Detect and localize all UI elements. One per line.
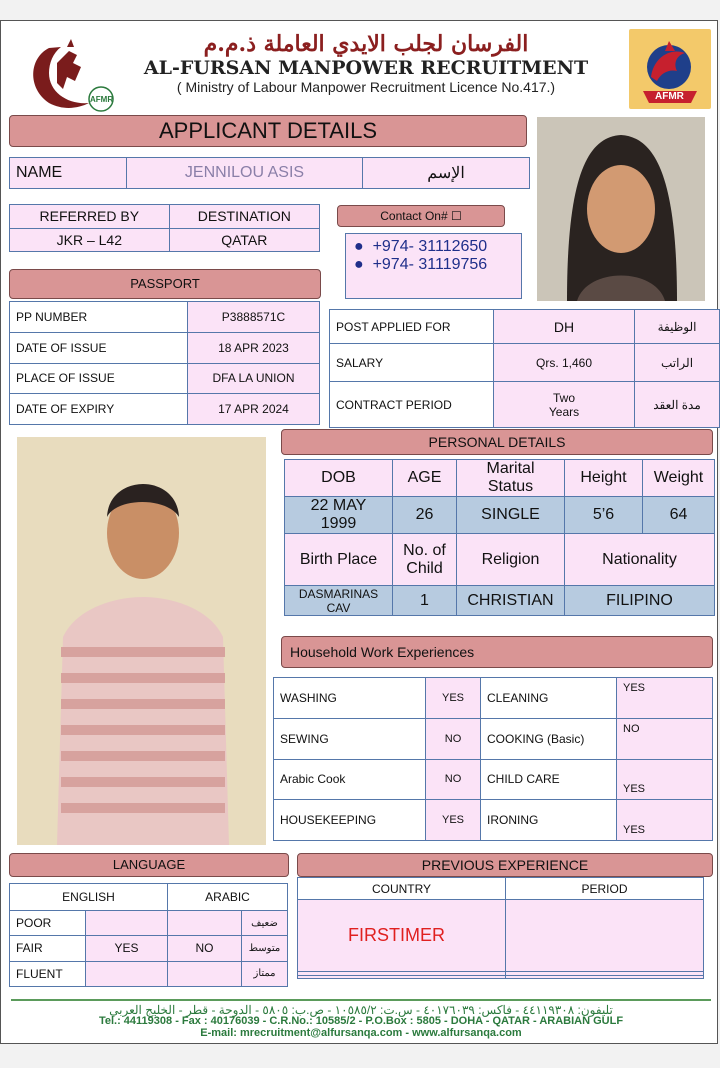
personal-details-title: PERSONAL DETAILS (281, 429, 713, 455)
personal-header: Marital Status (457, 460, 565, 497)
personal-header: DOB (285, 460, 393, 497)
passport-row-value: DFA LA UNION (188, 363, 320, 394)
personal-value: CHRISTIAN (457, 586, 565, 616)
language-arabic-label: ضعيف (242, 911, 288, 936)
passport-table (9, 301, 320, 425)
personal-value: DASMARINAS CAV (285, 586, 393, 616)
language-arabic-value (168, 911, 242, 936)
personal-header: Nationality (565, 534, 715, 586)
referral-table (9, 204, 320, 252)
passport-row-label: PLACE OF ISSUE (10, 363, 188, 394)
household-answer: YES (617, 678, 713, 719)
language-arabic-value (168, 961, 242, 986)
contact-header (337, 205, 505, 227)
passport-row-value: 17 APR 2024 (188, 394, 320, 425)
job-row-arabic: الراتب (635, 344, 720, 382)
language-arabic-label: ممتاز (242, 961, 288, 986)
phone-icon: ☐ (450, 209, 462, 223)
personal-value: FILIPINO (565, 586, 715, 616)
company-logo-right (629, 29, 711, 109)
logo-badge-left: AFMR (90, 95, 114, 104)
language-level: FAIR (10, 936, 86, 961)
language-table (9, 883, 288, 987)
personal-header: Religion (457, 534, 565, 586)
contact-label: Contact On# (380, 209, 451, 223)
language-col-arabic: ARABIC (168, 884, 288, 911)
passport-row-value: 18 APR 2023 (188, 332, 320, 363)
household-task: Arabic Cook (274, 759, 426, 800)
job-row-value: Two Years (494, 382, 635, 428)
personal-header: Birth Place (285, 534, 393, 586)
language-level: FLUENT (10, 961, 86, 986)
household-task: SEWING (274, 718, 426, 759)
household-answer: NO (617, 718, 713, 759)
previous-experience-title: PREVIOUS EXPERIENCE (297, 853, 713, 877)
language-english-value (86, 961, 168, 986)
previous-period-value (506, 975, 704, 978)
job-row-label: POST APPLIED FOR (330, 310, 494, 344)
personal-value: 5’6 (565, 497, 643, 534)
name-value: JENNILOU ASIS (127, 158, 363, 189)
applicant-full-body-photo (17, 437, 266, 845)
household-answer: YES (426, 678, 481, 719)
applicant-details-title: APPLICANT DETAILS (9, 115, 527, 147)
application-form (0, 20, 718, 1044)
name-label: NAME (10, 158, 127, 189)
contact-number: ● +974- 31112650 (354, 238, 488, 255)
language-title: LANGUAGE (9, 853, 289, 877)
household-task: HOUSEKEEPING (274, 800, 426, 841)
previous-period-value (506, 900, 704, 972)
job-row-value: DH (494, 310, 635, 344)
previous-country-value (298, 975, 506, 978)
job-row-arabic: مدة العقد (635, 382, 720, 428)
previous-col-country: COUNTRY (298, 878, 506, 900)
personal-header: AGE (393, 460, 457, 497)
passport-title: PASSPORT (9, 269, 321, 299)
passport-row-label: DATE OF EXPIRY (10, 394, 188, 425)
licence-text: ( Ministry of Labour Manpower Recruitment Licence No.417.) (176, 79, 556, 95)
personal-header: No. of Child (393, 534, 457, 586)
company-logo (19, 33, 119, 113)
contact-number: ● +974- 31119756 (354, 256, 488, 273)
passport-row-label: PP NUMBER (10, 302, 188, 333)
passport-row-label: DATE OF ISSUE (10, 332, 188, 363)
referred-by-value: JKR – L42 (10, 228, 170, 252)
previous-country-value: FIRSTIMER (298, 900, 506, 972)
personal-value: 22 MAY 1999 (285, 497, 393, 534)
destination-value: QATAR (169, 228, 319, 252)
household-task: IRONING (481, 800, 617, 841)
applicant-headshot-photo (537, 117, 705, 301)
personal-value: 64 (643, 497, 715, 534)
passport-row-value: P3888571C (188, 302, 320, 333)
personal-header: Height (565, 460, 643, 497)
household-answer: YES (426, 800, 481, 841)
language-col-english: ENGLISH (10, 884, 168, 911)
personal-value: 26 (393, 497, 457, 534)
personal-header: Weight (643, 460, 715, 497)
language-arabic-value: NO (168, 936, 242, 961)
previous-col-period: PERIOD (506, 878, 704, 900)
language-arabic-label: متوسط (242, 936, 288, 961)
arabic-company-title: الفرسان لجلب الايدي العاملة ذ.م.م (203, 31, 529, 57)
household-task: WASHING (274, 678, 426, 719)
name-arabic-label: الإسم (363, 158, 530, 189)
logo-badge-right: AFMR (655, 91, 684, 102)
job-row-value: Qrs. 1,460 (494, 344, 635, 382)
footer-english: Tel.: 44119308 - Fax : 40176039 - C.R.No.: 10585/2 - P.O.Box : 5805 - DOHA - QATAR - ARABIAN GULF (98, 1015, 624, 1027)
personal-value: 1 (393, 586, 457, 616)
personal-value: SINGLE (457, 497, 565, 534)
referred-by-label: REFERRED BY (10, 205, 170, 229)
household-title: Household Work Experiences (281, 636, 713, 668)
english-company-title: AL-FURSAN MANPOWER RECRUITMENT (143, 57, 589, 79)
job-row-label: CONTRACT PERIOD (330, 382, 494, 428)
language-level: POOR (10, 911, 86, 936)
household-task: COOKING (Basic) (481, 718, 617, 759)
footer-arabic: تليفون: ٤٤١١٩٣٠٨ - فاكس: ٤٠١٧٦٠٣٩ - س.ت: ١٠٥٨٥/٢ - ص.ب: ٥٨٠٥ - الدوحة - قطر - الخليج العربي (11, 999, 711, 1017)
name-table (9, 157, 530, 189)
contact-list (345, 233, 522, 299)
household-task: CHILD CARE (481, 759, 617, 800)
household-table (273, 677, 713, 841)
destination-label: DESTINATION (169, 205, 319, 229)
footer-email: E-mail: mrecruitment@alfursanqa.com - www.alfursanqa.com (200, 1027, 522, 1039)
household-answer: NO (426, 718, 481, 759)
household-answer: NO (426, 759, 481, 800)
household-answer: YES (617, 759, 713, 800)
language-english-value: YES (86, 936, 168, 961)
previous-experience-table (297, 877, 704, 979)
household-task: CLEANING (481, 678, 617, 719)
personal-details-table (284, 459, 715, 616)
job-row-arabic: الوظيفة (635, 310, 720, 344)
job-row-label: SALARY (330, 344, 494, 382)
language-english-value (86, 911, 168, 936)
household-answer: YES (617, 800, 713, 841)
job-table (329, 309, 720, 428)
